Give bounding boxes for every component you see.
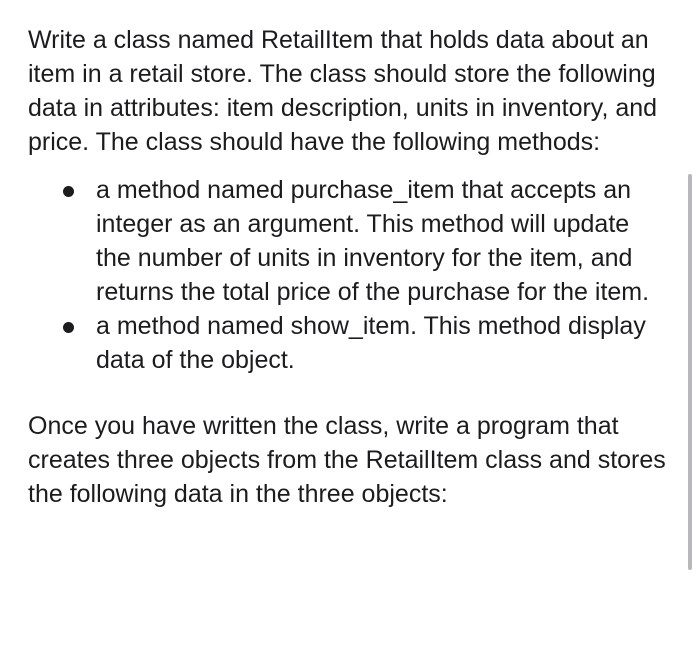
question-text-block bbox=[28, 23, 676, 511]
list-item-text: a method named purchase_item that accepts an integer as an argument. This method will update the number of units in inventory for the item, and returns the total price of the purchase for the item. bbox=[96, 176, 650, 306]
vertical-scrollbar[interactable] bbox=[688, 174, 692, 570]
bullet-icon bbox=[63, 186, 74, 197]
list-item-text: a method named show_item. This method display data of the object. bbox=[96, 312, 646, 374]
method-list bbox=[28, 173, 676, 377]
bullet-icon bbox=[63, 322, 74, 333]
list-item bbox=[28, 173, 666, 309]
list-item bbox=[28, 309, 666, 377]
intro-paragraph: Write a class named RetailItem that holds data about an item in a retail store. The class should store the following data in attributes: item description, units in inventory, and price. The class should have the following methods: bbox=[28, 26, 658, 156]
closing-paragraph: Once you have written the class, write a program that creates three objects from the RetailItem class and stores the following data in the three objects: bbox=[28, 412, 666, 508]
